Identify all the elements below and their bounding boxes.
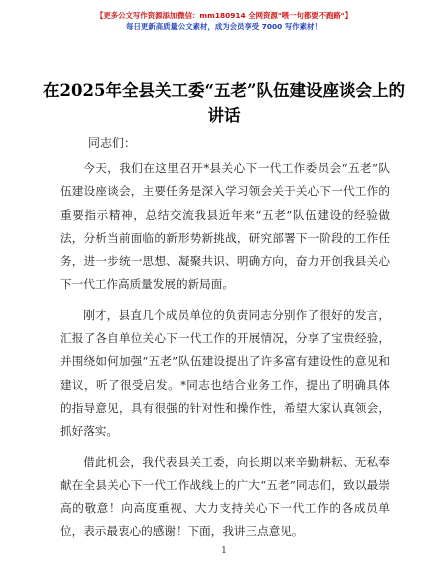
document-title: 在2025年全县关工委“五老”队伍建设座谈会上的讲话 bbox=[43, 81, 405, 125]
document-body bbox=[60, 157, 390, 551]
body-paragraph-1: 今天，我们在这里召开*县关心下一代工作委员会“五老”队伍建设座谈会，主要任务是深入学习领会关于关心下一代工作的重要指示精神，总结交流我县近年来“五老”队伍建设的经验做法，分析当前面临的新形势新挑战，研究部署下一阶段的工作任务，进一步统一思想、凝聚共识、明确方向，奋力开创我县关心下一代工作高质量发展的新局面。 bbox=[60, 161, 390, 292]
body-paragraph-2: 刚才，县直几个成员单位的负责同志分别作了很好的发言，汇报了各自单位关心下一代工作的开展情况，分享了宝贵经验，并围绕如何加强“五老”队伍建设提出了许多富有建设性的意见和建议，听了很受启发。*同志也结合业务工作，提出了明确具体的指导意见，具有很强的针对性和操作性，希望大家认真领会，抓好落实。 bbox=[60, 307, 390, 439]
promo-banner-line-1: 【更多公文写作资源添加微信：mm180914 全网资源"喂一句都要不跑路"】 bbox=[95, 11, 353, 20]
page-number: 1 bbox=[221, 546, 227, 556]
promo-banner-line-2: 每日更新高质量公文素材，成为会员享受 7000 写作素材！ bbox=[126, 22, 322, 31]
salutation: 同志们： bbox=[88, 136, 137, 150]
body-paragraph-3: 借此机会，我代表县关工委，向长期以来辛勤耕耘、无私奉献在全县关心下一代工作战线上的广大“五老”同志们，致以最崇高的敬意！向高度重视、大力支持关心下一代工作的各成员单位，表示最衷心的感谢！下面，我讲三点意见。 bbox=[60, 454, 390, 539]
promo-banner bbox=[0, 10, 448, 32]
